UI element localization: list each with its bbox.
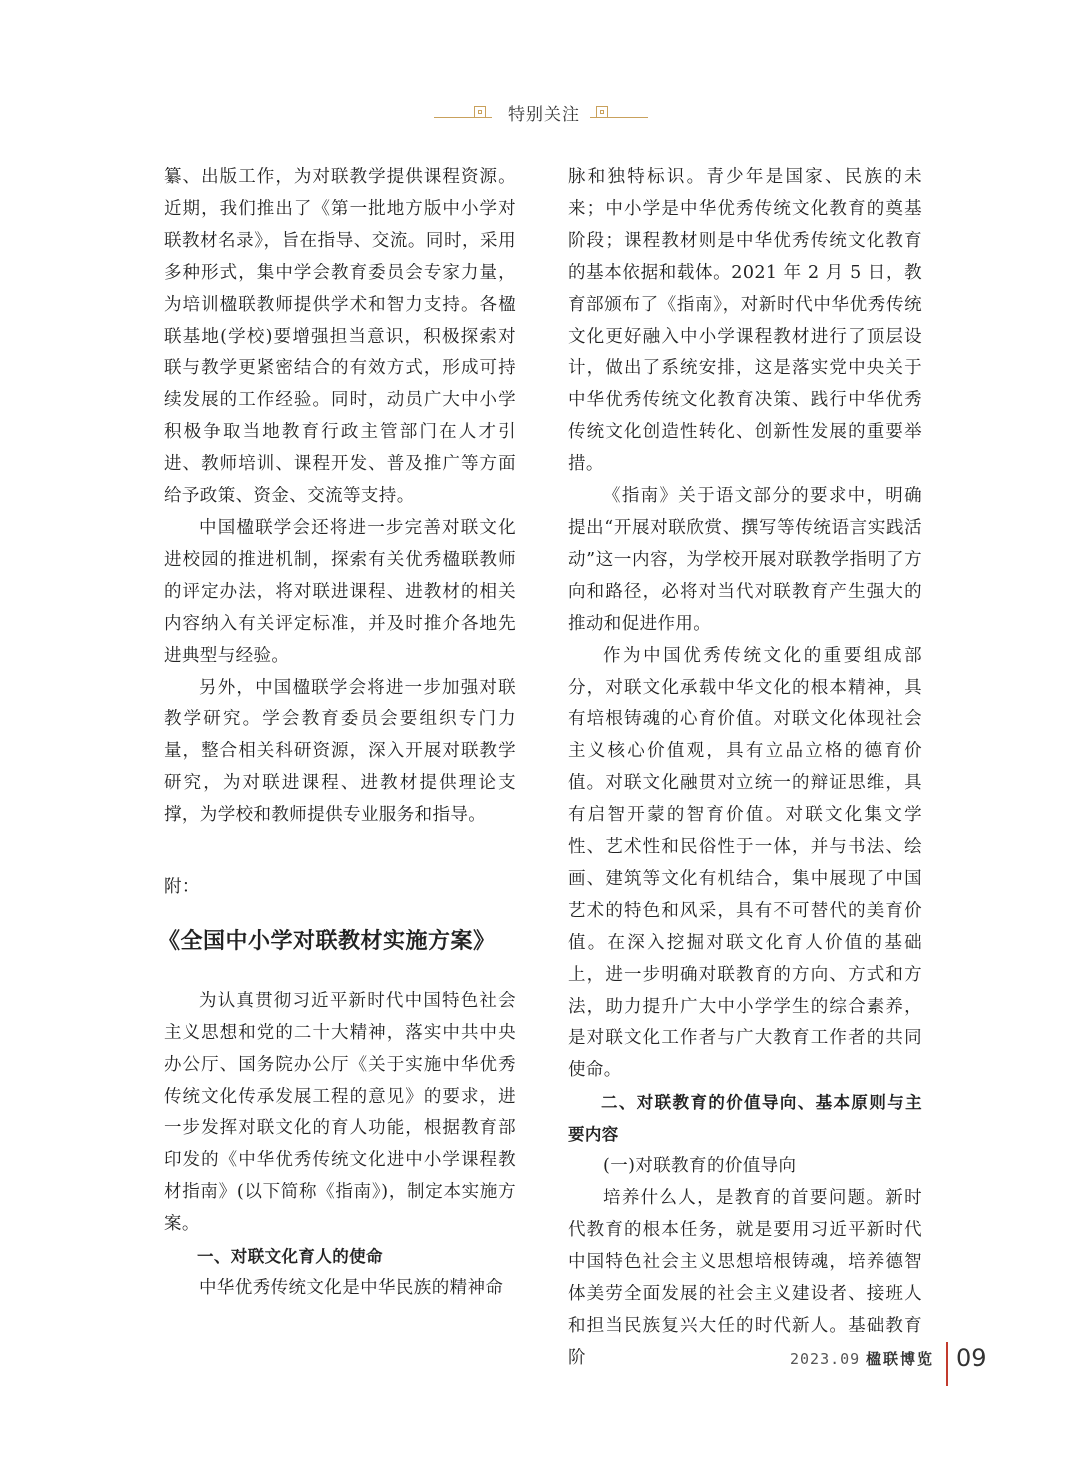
section-heading: 二、对联教育的价值导向、基本原则与主要内容: [568, 1093, 922, 1145]
page-header: [0, 96, 1080, 132]
page-number: 09: [956, 1344, 987, 1372]
magazine-name: 楹联博览: [866, 1350, 935, 1368]
header-ornament-left-icon: [474, 106, 486, 118]
section-heading: 一、对联文化育人的使命: [197, 1247, 383, 1267]
page-footer: [0, 1342, 1080, 1392]
footer-divider: [946, 1342, 948, 1386]
paragraph: 中国楹联学会还将进一步完善对联文化进校园的推进机制，探索有关优秀楹联教师的评定办法，将对联进课程、进教材的相关内容纳入有关评定标准，并及时推介各地先进典型与经验。: [164, 517, 516, 666]
paragraph: 纂、出版工作，为对联教学提供课程资源。近期，我们推出了《第一批地方版中小学对联教材名录》，旨在指导、交流。同时，采用多种形式，集中学会教育委员会专家力量，为培训楹联教师提供学术和智力支持。各楹联基地(学校)要增强担当意识，积极探索对联与教学更紧密结合的有效方式，形成可持续发展的工作经验。同时，动员广大中小学积极争取当地教育行政主管部门在人才引进、教师培训、课程开发、普及推广等方面给予政策、资金、交流等支持。: [164, 167, 516, 507]
section-title: 特别关注: [508, 105, 580, 125]
paragraph: 为认真贯彻习近平新时代中国特色社会主义思想和党的二十大精神，落实中共中央办公厅、国务院办公厅《关于实施中华优秀传统文化传承发展工程的意见》的要求，进一步发挥对联文化的育人功能，根据教育部印发的《中华优秀传统文化进中小学课程教材指南》(以下简称《指南》)，制定本实施方案。: [164, 990, 516, 1235]
sub-heading: (一)对联教育的价值导向: [603, 1156, 797, 1177]
paragraph: 脉和独特标识。青少年是国家、民族的未来；中小学是中华优秀传统文化教育的奠基阶段；课程教材则是中华优秀传统文化教育的基本依据和载体。2021 年 2 月 5 日，教育部颁布了《指南》，对新时代中华优秀传统文化更好融入中小学课程教材进行了顶层设计，做出了系统安排，这是落实党中央关于中华优秀传统文化教育决策、践行中华优秀传统文化创造性转化、创新性发展的重要举措。: [568, 167, 922, 475]
left-column: [158, 162, 516, 1305]
header-rule-right: [590, 117, 648, 118]
appendix-label: 附：: [164, 877, 200, 898]
paragraph: 培养什么人，是教育的首要问题。新时代教育的根本任务，就是要用习近平新时代中国特色社会主义思想培根铸魂，培养德智体美劳全面发展的社会主义建设者、接班人和担当民族复兴大任的时代新人。基础教育阶: [568, 1188, 922, 1368]
paragraph: 中华优秀传统文化是中华民族的精神命: [199, 1278, 504, 1298]
paragraph: 《指南》关于语文部分的要求中，明确提出“开展对联欣赏、撰写等传统语言实践活动”这一内容，为学校开展对联教学指明了方向和路径，必将对当代对联教育产生强大的推动和促进作用。: [568, 486, 922, 634]
document-title: 《全国中小学对联教材实施方案》: [158, 928, 496, 954]
paragraph: 另外，中国楹联学会将进一步加强对联教学研究。学会教育委员会要组织专门力量，整合相关科研资源，深入开展对联教学研究，为对联进课程、进教材提供理论支撑，为学校和教师提供专业服务和指导。: [164, 677, 516, 826]
paragraph: 作为中国优秀传统文化的重要组成部分，对联文化承载中华文化的根本精神，具有培根铸魂的心育价值。对联文化体现社会主义核心价值观，具有立品立格的德育价值。对联文化融贯对立统一的辩证思维，具有启智开蒙的智育价值。对联文化集文学性、艺术性和民俗性于一体，并与书法、绘画、建筑等文化有机结合，集中展现了中国艺术的特色和风采，具有不可替代的美育价值。在深入挖掘对联文化育人价值的基础上，进一步明确对联教育的方向、方式和方法，助力提升广大中小学学生的综合素养，是对联文化工作者与广大教育工作者的共同使命。: [568, 645, 922, 1081]
right-column: [568, 162, 922, 1374]
issue-date: 2023.09: [790, 1350, 861, 1368]
